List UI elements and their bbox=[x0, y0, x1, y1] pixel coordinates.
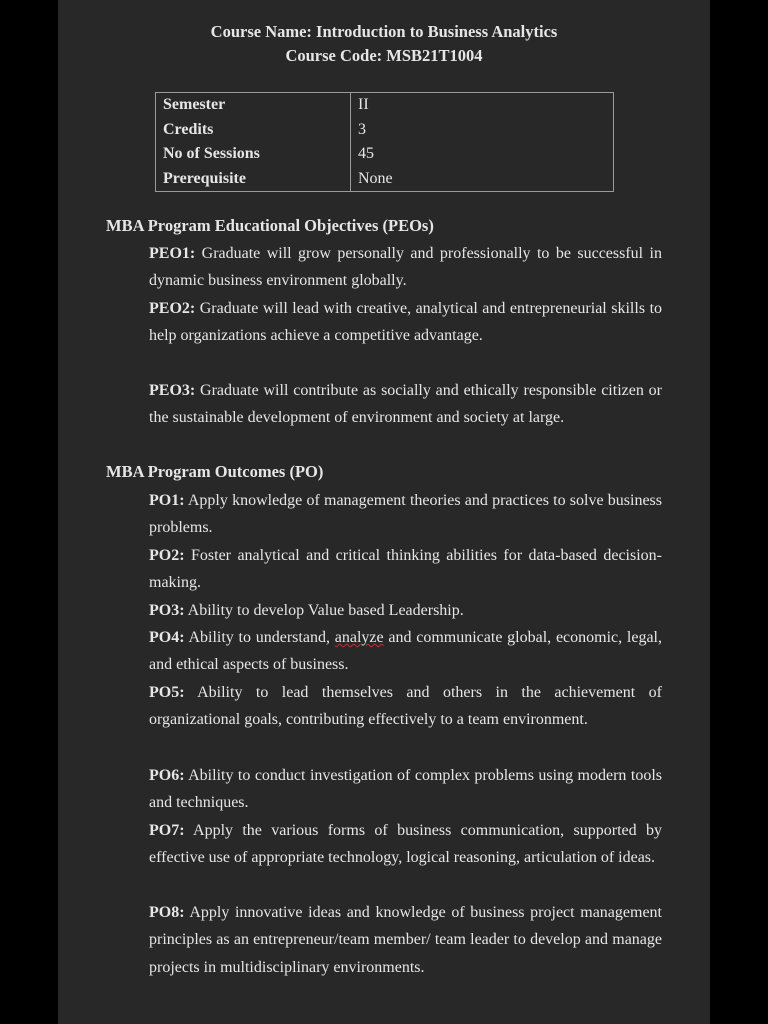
po-label: PO4: bbox=[149, 629, 185, 646]
po-label: PO3: bbox=[149, 602, 185, 619]
peo-label: PEO3: bbox=[149, 382, 196, 399]
po-text-end: and communicate global, economic, legal, and ethical aspects of business. bbox=[149, 629, 663, 674]
document-page bbox=[58, 0, 710, 1024]
po-text: Ability to conduct investigation of complex problems using modern tools and techniques. bbox=[149, 767, 662, 812]
meta-value-prerequisite: None bbox=[351, 167, 614, 192]
table-row bbox=[156, 93, 614, 118]
po-item-7 bbox=[149, 817, 662, 872]
po-label: PO7: bbox=[149, 822, 185, 839]
po-item-8 bbox=[149, 899, 662, 981]
peo-text: Graduate will contribute as socially and ethically responsible citizen or the sustainable development of environment and society at large. bbox=[149, 382, 663, 427]
po-text: Ability to develop Value based Leadership. bbox=[187, 602, 464, 619]
peo-heading: MBA Program Educational Objectives (PEOs) bbox=[106, 216, 434, 235]
peo-label: PEO2: bbox=[149, 300, 196, 317]
po-text: Apply knowledge of management theories and practices to solve business problems. bbox=[149, 492, 662, 537]
po-text: Foster analytical and critical thinking abilities for data-based decision-making. bbox=[149, 547, 663, 592]
po-item-6 bbox=[149, 762, 662, 817]
po-item-4 bbox=[149, 624, 662, 679]
meta-key-sessions: No of Sessions bbox=[156, 142, 351, 167]
po-label: PO8: bbox=[149, 904, 185, 921]
po-label: PO2: bbox=[149, 547, 185, 564]
course-meta-table bbox=[155, 92, 614, 192]
meta-key-prerequisite: Prerequisite bbox=[156, 167, 351, 192]
peo-text: Graduate will grow personally and professionally to be successful in dynamic business environment globally. bbox=[149, 245, 662, 290]
course-code: Course Code: MSB21T1004 bbox=[285, 46, 483, 65]
table-row bbox=[156, 142, 614, 167]
po-item-2 bbox=[149, 542, 662, 597]
po-text-start: Ability to understand, bbox=[188, 629, 335, 646]
spellcheck-word: analyze bbox=[334, 629, 384, 646]
meta-value-credits: 3 bbox=[351, 118, 614, 143]
po-text: Apply innovative ideas and knowledge of business project management principles as an entrepreneur/team member/ team leader to develop and manage projects in multidisciplinary environments. bbox=[149, 904, 663, 976]
peo-item-1 bbox=[149, 240, 662, 295]
table-row bbox=[156, 118, 614, 143]
po-heading: MBA Program Outcomes (PO) bbox=[106, 462, 324, 481]
peo-text: Graduate will lead with creative, analytical and entrepreneurial skills to help organizations achieve a competitive advantage. bbox=[149, 300, 663, 345]
po-label: PO6: bbox=[149, 767, 185, 784]
peo-label: PEO1: bbox=[149, 245, 196, 262]
meta-value-sessions: 45 bbox=[351, 142, 614, 167]
peo-item-2 bbox=[149, 295, 662, 350]
po-text: Ability to lead themselves and others in the achievement of organizational goals, contributing effectively to a team environment. bbox=[149, 684, 662, 729]
po-item-5 bbox=[149, 679, 662, 734]
table-row bbox=[156, 167, 614, 192]
po-label: PO5: bbox=[149, 684, 185, 701]
po-item-3 bbox=[149, 597, 662, 624]
po-item-1 bbox=[149, 487, 662, 542]
po-text: Apply the various forms of business communication, supported by effective use of appropriate technology, logical reasoning, articulation of ideas. bbox=[149, 822, 662, 867]
meta-value-semester: II bbox=[351, 93, 614, 118]
meta-key-credits: Credits bbox=[156, 118, 351, 143]
peo-item-3 bbox=[149, 377, 662, 432]
po-label: PO1: bbox=[149, 492, 185, 509]
meta-key-semester: Semester bbox=[156, 93, 351, 118]
course-name: Course Name: Introduction to Business Analytics bbox=[210, 22, 558, 41]
